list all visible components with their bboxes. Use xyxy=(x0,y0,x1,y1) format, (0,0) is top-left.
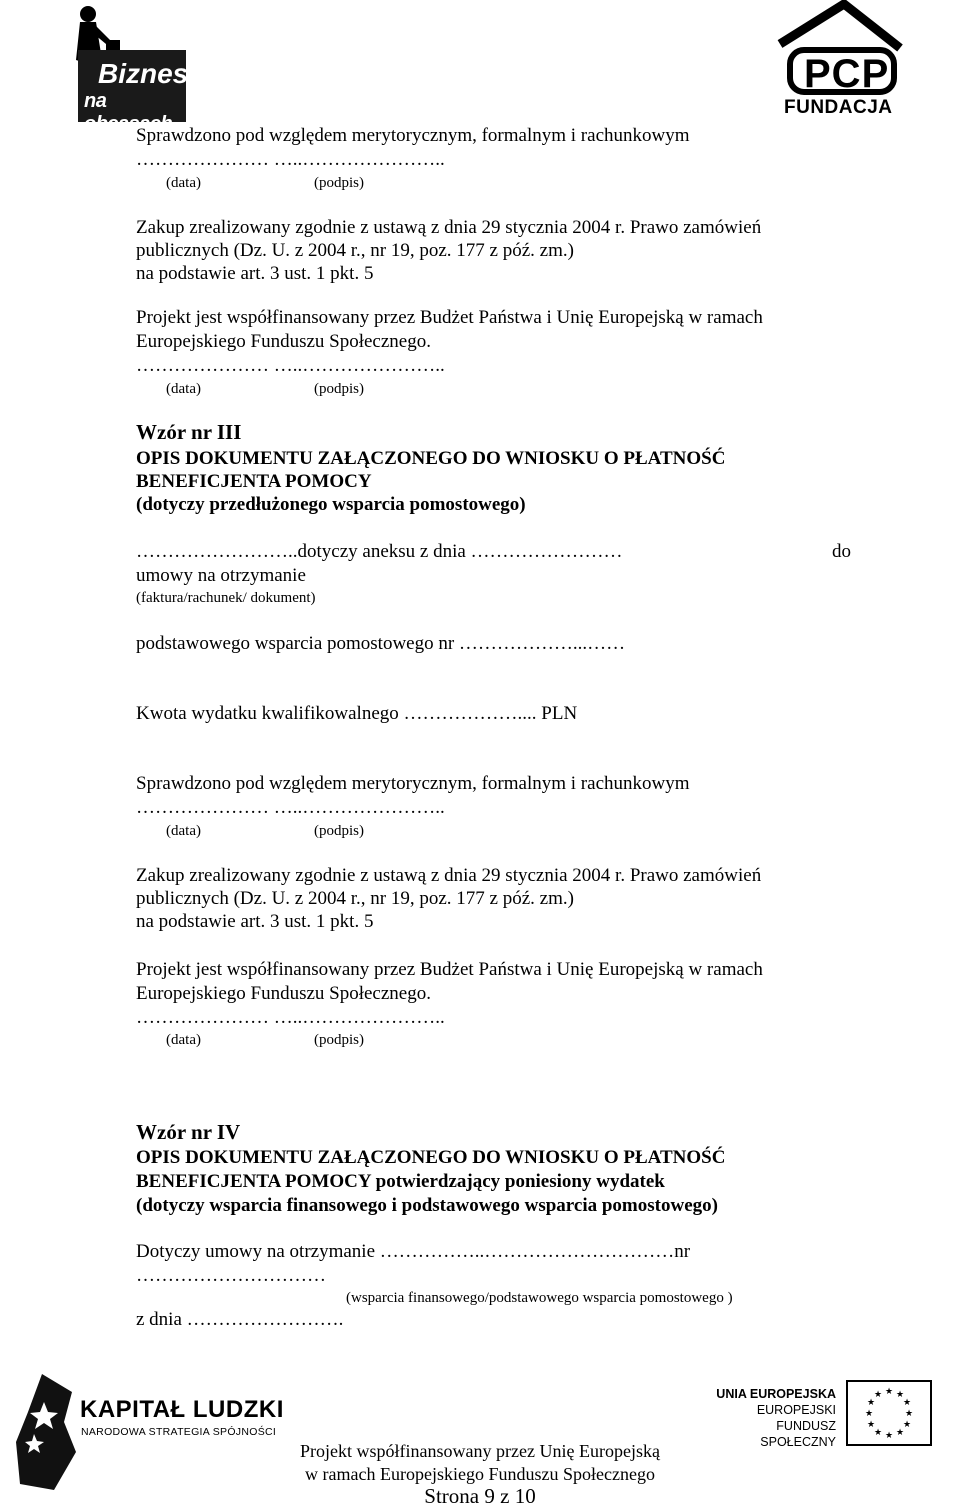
kapital-ludzki-subtitle: NARODOWA STRATEGIA SPÓJNOŚCI xyxy=(81,1426,277,1438)
project-line-1: Projekt jest współfinansowany przez Budżet Państwa i Unię Europejską w ramach xyxy=(136,307,763,328)
logo-text-biznes: Biznes xyxy=(98,58,189,89)
svg-text:★: ★ xyxy=(902,1398,912,1408)
checked-statement: Sprawdzono pod względem merytorycznym, formalnym i rachunkowym xyxy=(136,773,690,794)
svg-text:★: ★ xyxy=(873,1390,883,1400)
svg-text:★: ★ xyxy=(884,1431,894,1441)
project-line-1: Projekt jest współfinansowany przez Budżet Państwa i Unię Europejską w ramach xyxy=(136,959,763,980)
date-label: (data) xyxy=(166,1032,201,1048)
date-line: z dnia ……………………. xyxy=(136,1309,344,1330)
footer-project-line-2: w ramach Europejskiego Funduszu Społecznego xyxy=(305,1464,655,1484)
svg-text:★: ★ xyxy=(873,1428,883,1438)
eu-text-2: EUROPEJSKI xyxy=(756,1403,836,1417)
template-title: Wzór nr III xyxy=(136,420,242,444)
signature-dots: ………………… …..………………….. xyxy=(136,797,445,818)
template-heading-line-3: (dotyczy przedłużonego wsparcia pomostowego) xyxy=(136,494,526,515)
annex-line: ……………………..dotyczy aneksu z dnia …………………… xyxy=(136,541,623,562)
project-line-2: Europejskiego Funduszu Społecznego. xyxy=(136,331,431,352)
support-type-label: (wsparcia finansowego/podstawowego wsparcia pomostowego ) xyxy=(346,1290,733,1306)
template-heading-line-2: BENEFICJENTA POMOCY xyxy=(136,471,372,492)
template-title: Wzór nr IV xyxy=(136,1120,241,1144)
purchase-line-3: na podstawie art. 3 ust. 1 pkt. 5 xyxy=(136,911,374,932)
logo-text-pcp: PCP xyxy=(804,52,890,96)
footer-project-line-1: Projekt współfinansowany przez Unię Europejską xyxy=(300,1441,660,1461)
contract-line: umowy na otrzymanie xyxy=(136,565,306,586)
signature-label: (podpis) xyxy=(314,823,364,839)
logo-text-na-obcasach: na obcasach xyxy=(84,90,173,135)
annex-do: do xyxy=(832,541,851,562)
eu-text-3: FUNDUSZ SPOŁECZNY xyxy=(760,1419,836,1449)
purchase-line-1: Zakup zrealizowany zgodnie z ustawą z dnia 29 stycznia 2004 r. Prawo zamówień xyxy=(136,865,762,886)
project-line-2: Europejskiego Funduszu Społecznego. xyxy=(136,983,431,1004)
date-label: (data) xyxy=(166,823,201,839)
kapital-ludzki-title: KAPITAŁ LUDZKI xyxy=(80,1396,284,1423)
template-heading-line-1: OPIS DOKUMENTU ZAŁĄCZONEGO DO WNIOSKU O PŁATNOŚĆ xyxy=(136,448,726,469)
purchase-line-3: na podstawie art. 3 ust. 1 pkt. 5 xyxy=(136,263,374,284)
contract-number-dots: ………………………… xyxy=(136,1265,326,1286)
logo-text-fundacja: FUNDACJA xyxy=(784,97,893,118)
svg-text:★: ★ xyxy=(866,1398,876,1408)
contract-line: Dotyczy umowy na otrzymanie ……………..…………………………nr xyxy=(136,1241,691,1262)
svg-text:★: ★ xyxy=(864,1409,874,1419)
date-label: (data) xyxy=(166,381,201,397)
svg-text:★: ★ xyxy=(866,1420,876,1430)
checked-statement: Sprawdzono pod względem merytorycznym, formalnym i rachunkowym xyxy=(136,125,690,146)
page-number: Strona 9 z 10 xyxy=(424,1484,536,1508)
svg-text:★: ★ xyxy=(902,1420,912,1430)
template-heading-line-2: BENEFICJENTA POMOCY potwierdzający poniesiony wydatek xyxy=(136,1171,665,1192)
date-label: (data) xyxy=(166,175,201,191)
signature-dots: ………………… …..………………….. xyxy=(136,355,445,376)
svg-text:★: ★ xyxy=(895,1428,905,1438)
svg-text:★: ★ xyxy=(884,1387,894,1397)
pcp-fundacja-logo xyxy=(774,0,904,122)
eu-flag-icon xyxy=(846,1380,932,1446)
document-type-label: (faktura/rachunek/ dokument) xyxy=(136,590,316,606)
purchase-line-2: publicznych (Dz. U. z 2004 r., nr 19, poz. 177 z póź. zm.) xyxy=(136,240,574,261)
signature-label: (podpis) xyxy=(314,175,364,191)
template-heading-line-3: (dotyczy wsparcia finansowego i podstawowego wsparcia pomostowego) xyxy=(136,1195,718,1216)
template-heading-line-1: OPIS DOKUMENTU ZAŁĄCZONEGO DO WNIOSKU O PŁATNOŚĆ xyxy=(136,1147,726,1168)
signature-dots: ………………… …..………………….. xyxy=(136,1007,445,1028)
eu-text-1: UNIA EUROPEJSKA xyxy=(716,1387,836,1401)
svg-text:★: ★ xyxy=(895,1390,905,1400)
eligible-amount: Kwota wydatku kwalifikowalnego ……………….... PLN xyxy=(136,703,578,724)
svg-text:★: ★ xyxy=(904,1409,914,1419)
signature-label: (podpis) xyxy=(314,1032,364,1048)
basic-support-number: podstawowego wsparcia pomostowego nr ………………...…… xyxy=(136,633,626,654)
signature-label: (podpis) xyxy=(314,381,364,397)
purchase-line-2: publicznych (Dz. U. z 2004 r., nr 19, poz. 177 z póź. zm.) xyxy=(136,888,574,909)
biznes-na-obcasach-logo xyxy=(66,0,189,135)
signature-dots: ………………… …..………………….. xyxy=(136,149,445,170)
purchase-line-1: Zakup zrealizowany zgodnie z ustawą z dnia 29 stycznia 2004 r. Prawo zamówień xyxy=(136,217,762,238)
